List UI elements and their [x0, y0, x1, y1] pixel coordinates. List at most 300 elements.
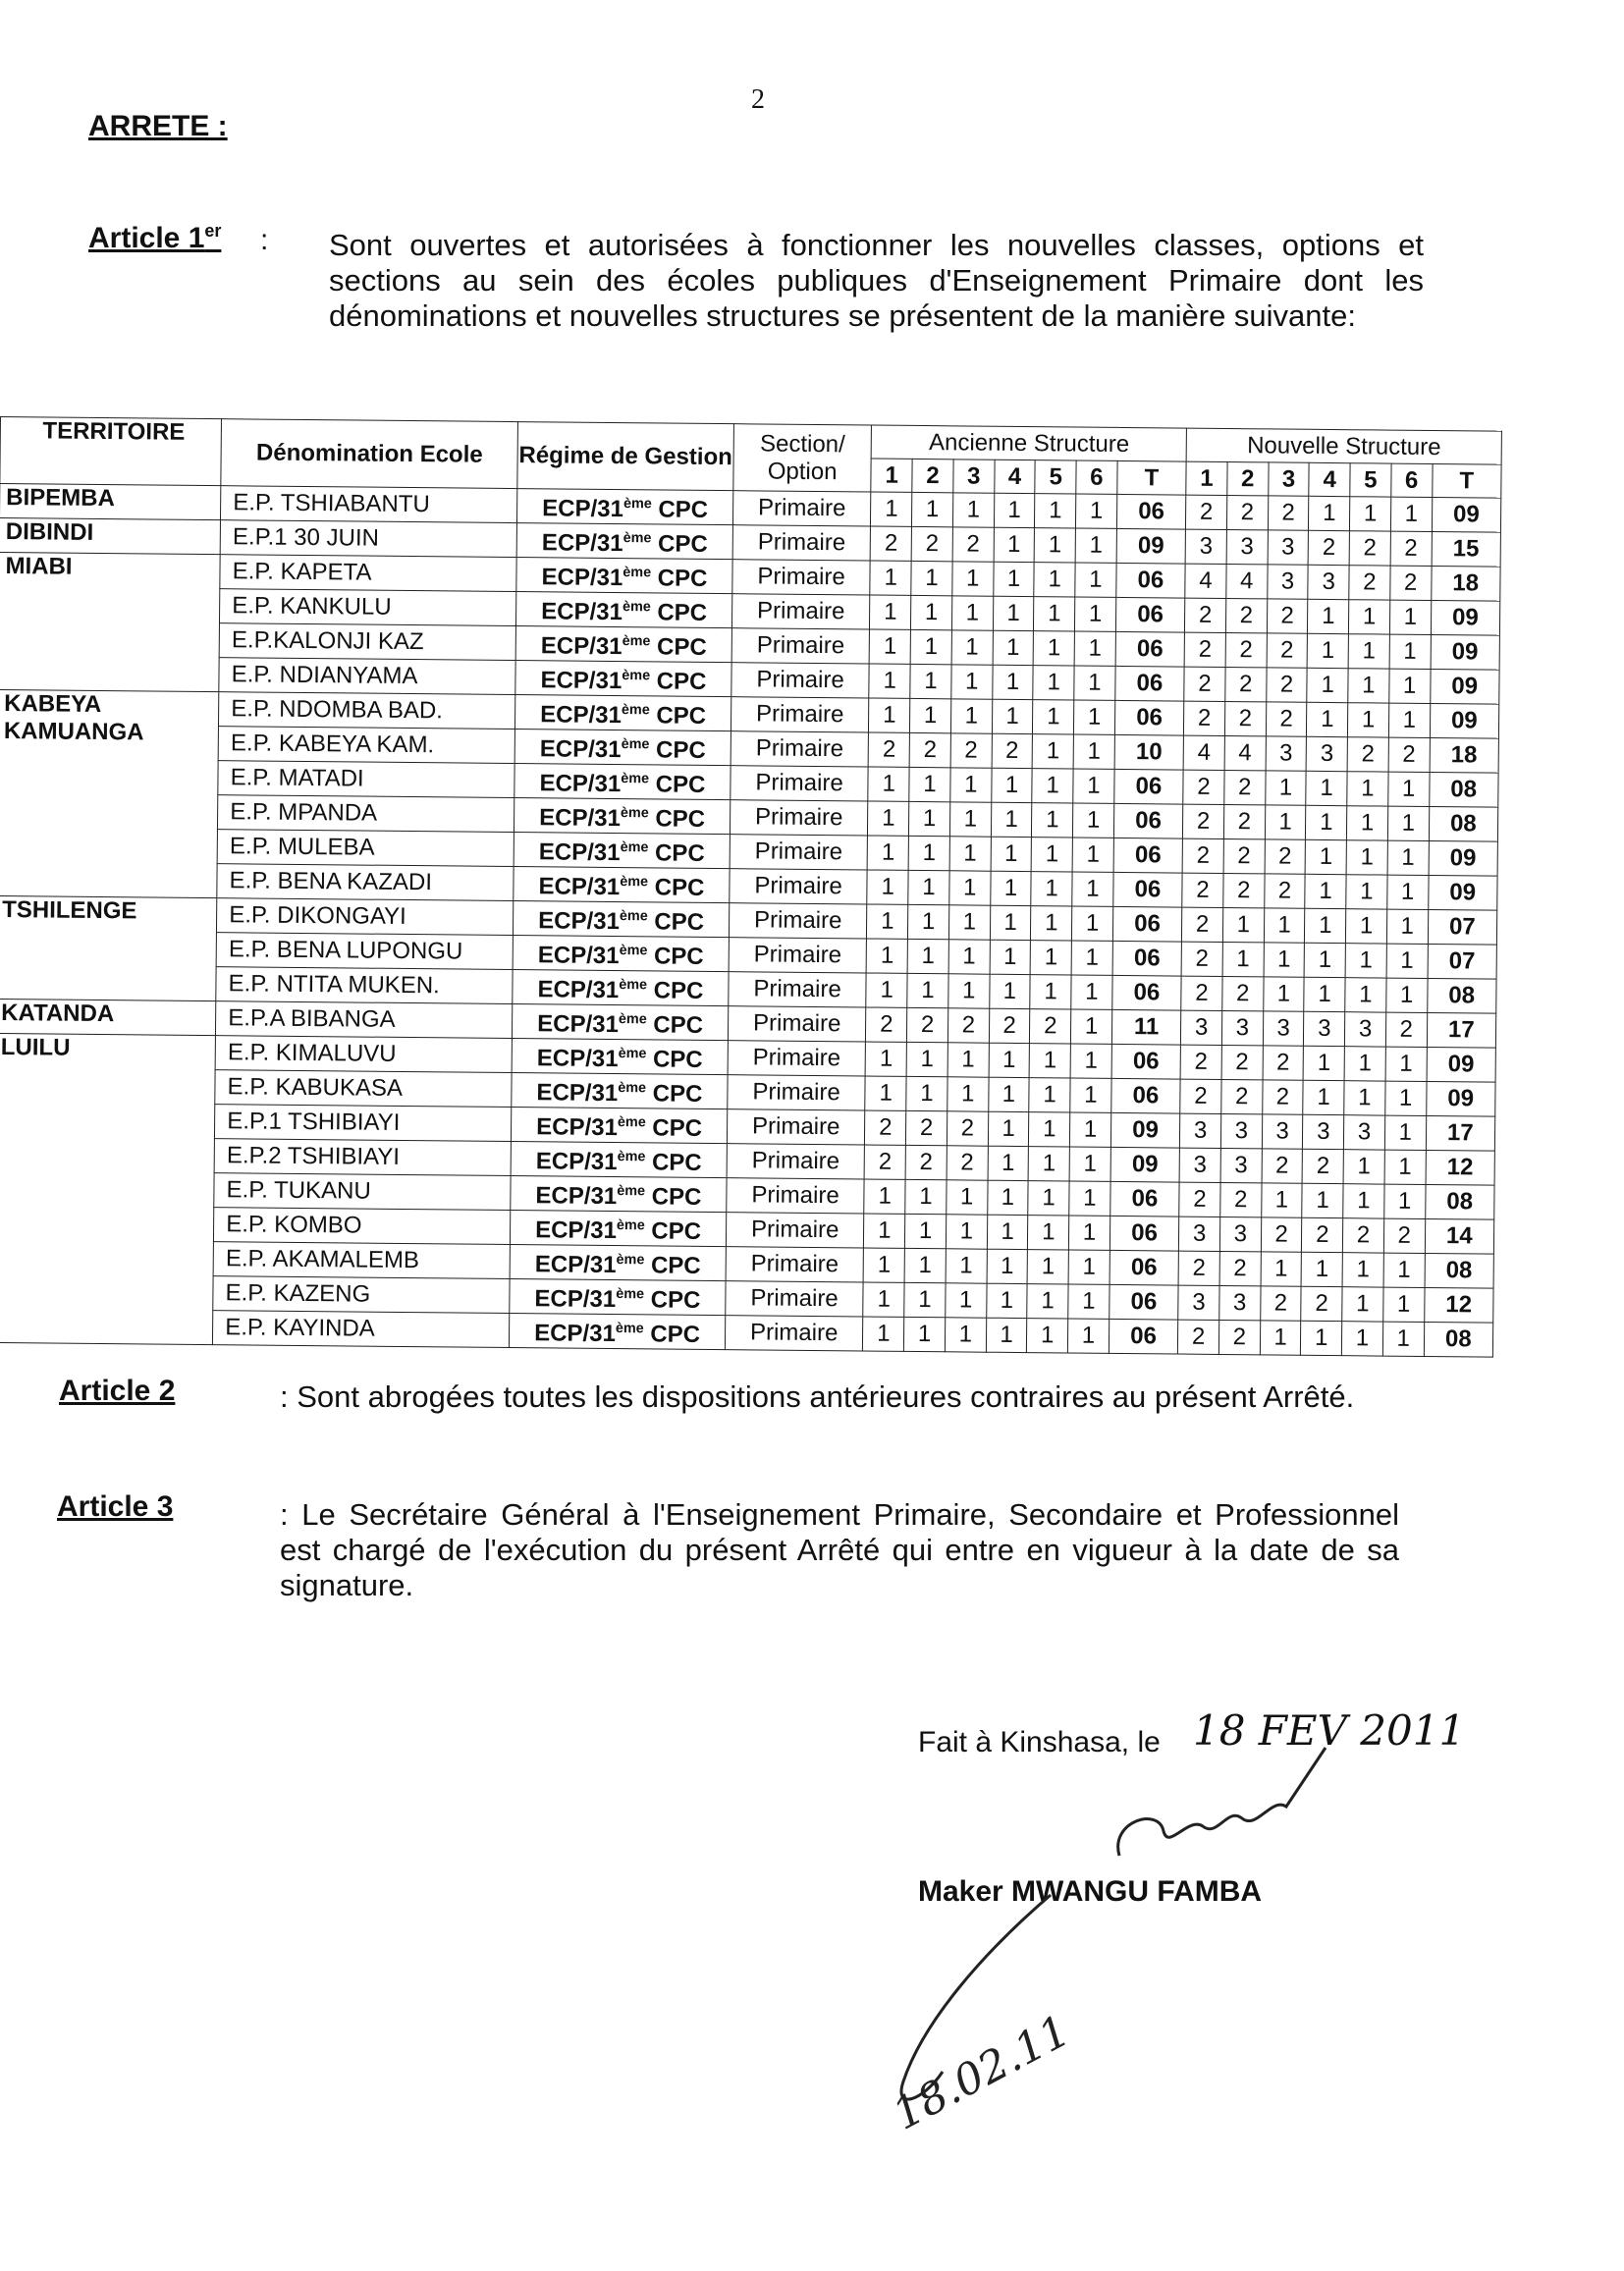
- new-structure-class-5: 1: [1348, 669, 1389, 703]
- old-structure-class-2: 1: [909, 767, 950, 801]
- old-structure-class-2: 1: [909, 801, 950, 836]
- new-structure-class-6: 1: [1384, 1184, 1426, 1218]
- new-structure-class-1: 2: [1182, 873, 1223, 907]
- old-structure-class-5: 1: [1034, 528, 1075, 563]
- school-name: E.P. BENA LUPONGU: [216, 933, 513, 970]
- old-structure-class-5: 1: [1029, 1044, 1070, 1078]
- section-cell: Primaire: [731, 594, 870, 629]
- new-structure-class-1: 3: [1185, 529, 1226, 564]
- regime-tail: CPC: [649, 736, 706, 764]
- old-structure-class-1: 1: [868, 801, 909, 836]
- old-structure-class-1: 2: [871, 526, 912, 561]
- school-name: E.P. NTITA MUKEN.: [216, 967, 513, 1004]
- regime-sup: ème: [622, 668, 651, 684]
- old-structure-class-2: 1: [907, 939, 948, 973]
- regime-main: ECP/31: [535, 1182, 618, 1211]
- structure-table: [0, 416, 1502, 1358]
- regime-cell: [514, 833, 730, 869]
- new-structure-total: 09: [1427, 1047, 1496, 1082]
- new-structure-total: 09: [1430, 669, 1499, 704]
- old-structure-class-5: 1: [1028, 1216, 1069, 1250]
- new-structure-class-1: 2: [1180, 1079, 1221, 1113]
- old-structure-class-1: 1: [867, 870, 908, 904]
- new-structure-class-4: 3: [1304, 1011, 1345, 1046]
- new-structure-class-6: 1: [1386, 944, 1428, 978]
- old-structure-class-2: 1: [904, 1248, 946, 1282]
- old-structure-class-5: 1: [1032, 769, 1073, 803]
- regime-sup: ème: [620, 805, 649, 822]
- old-structure-class-5: 1: [1034, 597, 1075, 631]
- new-structure-total: 09: [1429, 840, 1498, 876]
- header-col-old-4: 4: [994, 460, 1035, 493]
- old-structure-class-3: 1: [947, 1077, 989, 1111]
- new-structure-class-6: 1: [1385, 1047, 1427, 1081]
- header-col-new-3: 3: [1268, 462, 1309, 496]
- old-structure-class-6: 1: [1073, 734, 1114, 769]
- territoire-name: LUILU: [0, 1034, 71, 1061]
- new-structure-class-2: 3: [1219, 1285, 1261, 1320]
- section-cell: Primaire: [728, 1075, 866, 1110]
- new-structure-class-2: 3: [1220, 1113, 1262, 1148]
- old-structure-class-6: 1: [1070, 1078, 1111, 1112]
- old-structure-total: 06: [1115, 597, 1185, 632]
- new-structure-class-1: 2: [1185, 598, 1226, 632]
- new-structure-class-2: 2: [1219, 1251, 1261, 1285]
- new-structure-class-3: 1: [1263, 977, 1304, 1011]
- old-structure-class-5: 1: [1035, 494, 1076, 528]
- old-structure-class-5: 1: [1034, 563, 1075, 597]
- regime-tail: CPC: [646, 1011, 704, 1039]
- new-structure-class-3: 1: [1261, 1183, 1302, 1217]
- old-structure-total: 06: [1113, 838, 1183, 873]
- new-structure-class-4: 1: [1304, 977, 1345, 1011]
- old-structure-class-5: 1: [1033, 700, 1074, 734]
- old-structure-class-4: 1: [991, 837, 1032, 871]
- new-structure-total: 18: [1430, 737, 1499, 773]
- section-cell: Primaire: [731, 766, 869, 801]
- regime-sup: ème: [616, 1252, 645, 1269]
- regime-sup: ème: [615, 1321, 644, 1337]
- old-structure-total: 06: [1110, 1284, 1179, 1320]
- old-structure-class-6: 1: [1070, 1044, 1111, 1078]
- header-ancienne-structure: Ancienne Structure: [872, 425, 1187, 461]
- old-structure-total: 09: [1110, 1147, 1180, 1182]
- old-structure-class-3: 1: [946, 1215, 987, 1249]
- new-structure-class-4: 2: [1301, 1286, 1342, 1321]
- new-structure-total: 08: [1429, 772, 1498, 807]
- school-name: E.P. NDIANYAMA: [219, 658, 515, 695]
- new-structure-class-2: 2: [1225, 598, 1267, 632]
- old-structure-class-5: 2: [1030, 1009, 1071, 1044]
- section-cell: Primaire: [732, 560, 871, 595]
- old-structure-class-2: 1: [906, 1076, 947, 1110]
- new-structure-class-6: 1: [1390, 497, 1432, 531]
- old-structure-class-5: 1: [1028, 1181, 1069, 1216]
- new-structure-class-2: 2: [1218, 1320, 1260, 1354]
- new-structure-class-1: 2: [1183, 804, 1224, 838]
- school-name: E.P. MPANDA: [218, 795, 514, 833]
- old-structure-class-4: 2: [992, 733, 1033, 768]
- new-structure-class-6: 1: [1387, 806, 1429, 840]
- school-name: E.P. AKAMALEMB: [213, 1242, 510, 1279]
- new-structure-class-5: 1: [1349, 600, 1390, 634]
- regime-main: ECP/31: [534, 1251, 617, 1279]
- regime-cell: [510, 1314, 726, 1350]
- new-structure-class-6: 2: [1385, 1012, 1427, 1047]
- arrete-heading: ARRETE :: [88, 110, 228, 142]
- new-structure-class-3: 2: [1262, 1080, 1303, 1114]
- old-structure-class-1: 1: [865, 1076, 906, 1110]
- new-structure-class-2: 1: [1222, 942, 1264, 976]
- old-structure-class-2: 1: [908, 904, 949, 939]
- new-structure-class-1: 2: [1186, 495, 1227, 529]
- new-structure-class-1: 2: [1182, 907, 1223, 942]
- regime-cell: [513, 936, 729, 972]
- old-structure-class-5: 1: [1029, 1112, 1070, 1147]
- old-structure-class-6: 1: [1072, 872, 1113, 906]
- regime-main: ECP/31: [536, 1079, 619, 1108]
- new-structure-class-2: 2: [1220, 1182, 1262, 1217]
- old-structure-class-1: 1: [864, 1179, 905, 1214]
- old-structure-class-6: 1: [1074, 700, 1115, 734]
- new-structure-total: 14: [1425, 1218, 1494, 1254]
- old-structure-class-5: 1: [1030, 941, 1071, 975]
- regime-main: ECP/31: [538, 838, 621, 867]
- old-structure-total: 06: [1115, 666, 1185, 701]
- old-structure-class-4: 1: [988, 1111, 1029, 1146]
- old-structure-class-6: 1: [1068, 1250, 1110, 1284]
- new-structure-total: 07: [1428, 944, 1497, 979]
- regime-main: ECP/31: [541, 564, 623, 592]
- regime-tail: CPC: [648, 771, 706, 798]
- old-structure-class-1: 1: [870, 595, 911, 629]
- territoire-cell: [0, 1033, 216, 1344]
- old-structure-class-2: 1: [905, 1214, 947, 1248]
- new-structure-class-6: 1: [1387, 840, 1429, 875]
- old-structure-total: 09: [1116, 528, 1186, 564]
- regime-cell: [514, 764, 731, 800]
- new-structure-class-6: 1: [1386, 909, 1428, 944]
- old-structure-class-1: 1: [867, 904, 908, 939]
- section-cell: Primaire: [731, 663, 870, 698]
- regime-sup: ème: [618, 1011, 647, 1028]
- school-name: E.P. KIMALUVU: [215, 1036, 512, 1073]
- new-structure-class-6: 1: [1384, 1115, 1426, 1150]
- new-structure-class-5: 1: [1346, 840, 1387, 875]
- new-structure-class-3: 2: [1266, 668, 1307, 702]
- old-structure-class-3: 1: [946, 1283, 987, 1318]
- old-structure-class-4: 1: [993, 596, 1034, 630]
- territoire-cell: [0, 518, 221, 555]
- section-cell: Primaire: [732, 491, 871, 526]
- header-nouvelle-structure: Nouvelle Structure: [1186, 428, 1501, 464]
- regime-tail: CPC: [648, 839, 705, 867]
- old-structure-class-4: 1: [987, 1180, 1028, 1215]
- regime-tail: CPC: [646, 1046, 703, 1073]
- new-structure-class-2: 2: [1223, 804, 1265, 838]
- new-structure-class-4: 1: [1307, 702, 1348, 736]
- header-col-old-7: T: [1117, 460, 1187, 495]
- territoire-name: KATANDA: [1, 1000, 115, 1028]
- old-structure-total: 06: [1113, 803, 1183, 838]
- header-col-old-5: 5: [1035, 460, 1076, 494]
- regime-main: ECP/31: [537, 976, 620, 1004]
- regime-sup: ème: [623, 565, 652, 581]
- new-structure-class-6: 2: [1390, 531, 1432, 566]
- handwritten-note: 18.02.11: [885, 2005, 1079, 2140]
- old-structure-class-6: 1: [1070, 1112, 1111, 1147]
- old-structure-class-6: 1: [1075, 528, 1116, 563]
- new-structure-class-2: 2: [1221, 1045, 1263, 1079]
- old-structure-total: 06: [1109, 1319, 1178, 1354]
- new-structure-class-4: 2: [1308, 530, 1349, 565]
- new-structure-total: 09: [1428, 875, 1497, 910]
- new-structure-class-2: 2: [1226, 495, 1268, 529]
- new-structure-class-4: 3: [1308, 565, 1349, 599]
- article-3-label: Article 3: [57, 1490, 174, 1523]
- territoire-name: TSHILENGE: [2, 896, 137, 925]
- section-cell: Primaire: [732, 525, 871, 561]
- new-structure-class-2: 2: [1224, 770, 1266, 804]
- article-1-label: [88, 221, 221, 255]
- old-structure-class-2: 2: [911, 526, 952, 561]
- old-structure-class-1: 1: [868, 767, 909, 801]
- new-structure-class-1: 3: [1179, 1217, 1220, 1251]
- old-structure-class-1: 2: [869, 732, 910, 767]
- school-name: E.P. KOMBO: [214, 1208, 511, 1245]
- new-structure-class-3: 2: [1268, 496, 1309, 530]
- old-structure-class-4: 1: [988, 1146, 1029, 1180]
- old-structure-class-4: 1: [991, 802, 1032, 837]
- old-structure-class-6: 1: [1071, 975, 1112, 1009]
- new-structure-class-5: 1: [1346, 875, 1387, 909]
- new-structure-class-1: 2: [1180, 1045, 1221, 1079]
- regime-tail: CPC: [647, 908, 705, 936]
- new-structure-class-2: 2: [1224, 701, 1266, 735]
- new-structure-total: 08: [1425, 1253, 1494, 1288]
- old-structure-class-5: 1: [1027, 1284, 1068, 1319]
- new-structure-class-6: 1: [1382, 1322, 1424, 1356]
- regime-cell: [516, 523, 732, 560]
- regime-tail: CPC: [645, 1080, 703, 1108]
- old-structure-class-3: 1: [951, 596, 993, 630]
- territoire-name: KAMUANGA: [3, 718, 144, 746]
- new-structure-class-5: 2: [1343, 1218, 1384, 1253]
- regime-tail: CPC: [644, 1252, 701, 1279]
- old-structure-class-3: 1: [949, 802, 991, 837]
- old-structure-class-2: 1: [904, 1282, 946, 1317]
- old-structure-class-3: 1: [952, 493, 994, 527]
- regime-main: ECP/31: [540, 632, 623, 661]
- regime-tail: CPC: [645, 1149, 702, 1176]
- new-structure-class-3: 2: [1267, 599, 1308, 633]
- old-structure-class-2: 1: [910, 664, 951, 698]
- old-structure-total: 06: [1111, 1044, 1181, 1079]
- regime-main: ECP/31: [534, 1285, 617, 1314]
- regime-main: ECP/31: [538, 907, 621, 936]
- new-structure-class-1: 2: [1181, 976, 1222, 1010]
- regime-sup: ème: [616, 1286, 645, 1303]
- header-denomination: Dénomination Ecole: [221, 419, 518, 489]
- new-structure-class-2: 4: [1224, 735, 1266, 770]
- section-cell: Primaire: [731, 731, 869, 767]
- new-structure-class-1: 2: [1182, 838, 1223, 873]
- school-name: E.P. BENA KAZADI: [217, 864, 514, 901]
- new-structure-class-5: 1: [1348, 634, 1389, 669]
- school-name: E.P. KAYINDA: [213, 1311, 510, 1348]
- old-structure-class-2: 1: [912, 492, 953, 526]
- old-structure-class-4: 1: [987, 1215, 1028, 1249]
- section-cell: Primaire: [726, 1281, 864, 1317]
- article-1-label-main: Article 1: [88, 222, 205, 254]
- new-structure-class-1: 2: [1184, 667, 1225, 701]
- regime-cell: [512, 1073, 728, 1109]
- regime-cell: [513, 1004, 729, 1041]
- old-structure-class-3: 2: [947, 1146, 988, 1180]
- old-structure-class-2: 1: [910, 629, 951, 664]
- new-structure-class-1: 2: [1183, 770, 1224, 804]
- old-structure-total: 06: [1110, 1250, 1179, 1285]
- header-col-new-6: 6: [1391, 463, 1433, 497]
- new-structure-class-5: 1: [1342, 1287, 1383, 1322]
- new-structure-class-2: 2: [1221, 1079, 1263, 1113]
- new-structure-class-4: 1: [1302, 1183, 1343, 1217]
- new-structure-class-2: 3: [1220, 1148, 1262, 1182]
- new-structure-class-4: 1: [1303, 1080, 1344, 1114]
- section-cell: Primaire: [726, 1247, 864, 1282]
- old-structure-class-6: 1: [1072, 838, 1113, 872]
- new-structure-class-6: 2: [1388, 737, 1430, 772]
- new-structure-class-5: 1: [1348, 703, 1389, 737]
- new-structure-class-5: 1: [1347, 806, 1388, 840]
- new-structure-class-3: 1: [1261, 1252, 1302, 1286]
- regime-sup: ème: [621, 771, 650, 787]
- old-structure-class-4: 2: [989, 1008, 1030, 1043]
- header-row-1: [0, 417, 1501, 465]
- old-structure-class-3: 1: [947, 1043, 989, 1077]
- regime-tail: CPC: [643, 1286, 701, 1314]
- new-structure-class-1: 3: [1180, 1113, 1221, 1148]
- old-structure-class-6: 1: [1073, 803, 1114, 838]
- page-number: 2: [751, 84, 765, 115]
- regime-sup: ème: [621, 736, 650, 753]
- regime-tail: CPC: [651, 496, 709, 523]
- school-name: E.P. TSHIABANTU: [221, 486, 517, 523]
- old-structure-class-1: 1: [870, 561, 911, 595]
- old-structure-class-3: 1: [946, 1249, 987, 1283]
- regime-main: ECP/31: [542, 495, 624, 523]
- new-structure-class-3: 1: [1260, 1321, 1301, 1355]
- old-structure-class-3: 1: [950, 699, 992, 733]
- old-structure-class-3: 1: [948, 940, 990, 974]
- old-structure-class-3: 1: [945, 1318, 986, 1352]
- regime-cell: [515, 695, 731, 731]
- new-structure-class-4: 1: [1306, 771, 1347, 805]
- regime-sup: ème: [622, 599, 651, 616]
- old-structure-class-5: 1: [1033, 631, 1074, 666]
- new-structure-class-6: 1: [1383, 1287, 1425, 1322]
- old-structure-class-4: 1: [988, 1077, 1029, 1111]
- new-structure-total: 12: [1424, 1287, 1493, 1323]
- old-structure-class-4: 1: [994, 527, 1035, 562]
- old-structure-total: 06: [1110, 1181, 1180, 1217]
- new-structure-class-3: 1: [1265, 805, 1306, 839]
- new-structure-class-1: 2: [1184, 632, 1225, 667]
- old-structure-class-2: 1: [905, 1179, 947, 1214]
- new-structure-class-4: 1: [1305, 908, 1346, 943]
- new-structure-class-6: 1: [1384, 1150, 1426, 1184]
- new-structure-class-4: 1: [1305, 874, 1346, 908]
- old-structure-class-2: 2: [907, 1007, 948, 1042]
- old-structure-class-4: 1: [992, 699, 1033, 733]
- regime-main: ECP/31: [536, 1113, 619, 1142]
- school-name: E.P. DIKONGAYI: [217, 898, 514, 936]
- new-structure-total: 17: [1426, 1115, 1495, 1151]
- regime-tail: CPC: [647, 943, 704, 970]
- new-structure-class-2: 3: [1219, 1217, 1261, 1251]
- old-structure-class-3: 1: [948, 905, 990, 940]
- regime-sup: ème: [623, 496, 652, 513]
- new-structure-class-3: 2: [1265, 839, 1306, 874]
- regime-cell: [511, 1176, 727, 1213]
- regime-main: ECP/31: [541, 598, 623, 626]
- header-col-new-5: 5: [1350, 463, 1391, 497]
- old-structure-class-4: 1: [990, 940, 1031, 974]
- header-col-new-4: 4: [1309, 462, 1350, 496]
- article-1-text: Sont ouvertes et autorisées à fonctionner les nouvelles classes, options et sections au sein des écoles publiques d'Enseignement Primaire dont les dénominations et nouvelles structures se présentent de la manière suivante:: [329, 228, 1424, 333]
- old-structure-class-3: 1: [951, 665, 993, 699]
- regime-cell: [515, 626, 731, 663]
- old-structure-class-3: 1: [951, 630, 993, 665]
- new-structure-total: 08: [1425, 1184, 1494, 1219]
- school-name: E.P. KAPETA: [220, 555, 516, 592]
- regime-cell: [511, 1142, 727, 1178]
- old-structure-class-6: 1: [1069, 1216, 1110, 1250]
- new-structure-class-5: 1: [1344, 1047, 1385, 1081]
- regime-main: ECP/31: [537, 942, 620, 970]
- school-name: E.P. KABUKASA: [215, 1070, 512, 1108]
- header-col-old-6: 6: [1076, 460, 1117, 494]
- new-structure-class-4: 1: [1301, 1321, 1342, 1355]
- regime-cell: [510, 1245, 726, 1281]
- signer-name: Maker MWANGU FAMBA: [918, 1875, 1263, 1908]
- regime-tail: CPC: [645, 1114, 703, 1142]
- regime-sup: ème: [617, 1114, 646, 1131]
- section-cell: Primaire: [729, 903, 867, 939]
- new-structure-class-4: 2: [1302, 1149, 1343, 1183]
- old-structure-class-4: 1: [989, 974, 1030, 1008]
- school-name: E.P.1 30 JUIN: [220, 520, 516, 558]
- new-structure-class-6: 1: [1383, 1253, 1425, 1287]
- old-structure-class-2: 1: [904, 1317, 946, 1351]
- new-structure-class-3: 2: [1260, 1286, 1301, 1321]
- territoire-name: BIPEMBA: [6, 484, 116, 513]
- old-structure-class-2: 1: [910, 698, 951, 732]
- old-structure-class-2: 1: [908, 870, 949, 904]
- new-structure-class-1: 2: [1179, 1182, 1220, 1217]
- new-structure-class-1: 2: [1181, 942, 1222, 976]
- regime-main: ECP/31: [534, 1320, 616, 1348]
- regime-main: ECP/31: [535, 1148, 618, 1176]
- territoire-cell: [0, 999, 216, 1035]
- section-cell: Primaire: [731, 628, 870, 664]
- old-structure-class-1: 1: [868, 836, 909, 870]
- old-structure-total: 10: [1114, 734, 1184, 770]
- regime-sup: ème: [620, 874, 649, 891]
- old-structure-class-1: 1: [866, 973, 907, 1007]
- new-structure-class-4: 1: [1304, 943, 1345, 977]
- old-structure-class-4: 1: [993, 562, 1034, 596]
